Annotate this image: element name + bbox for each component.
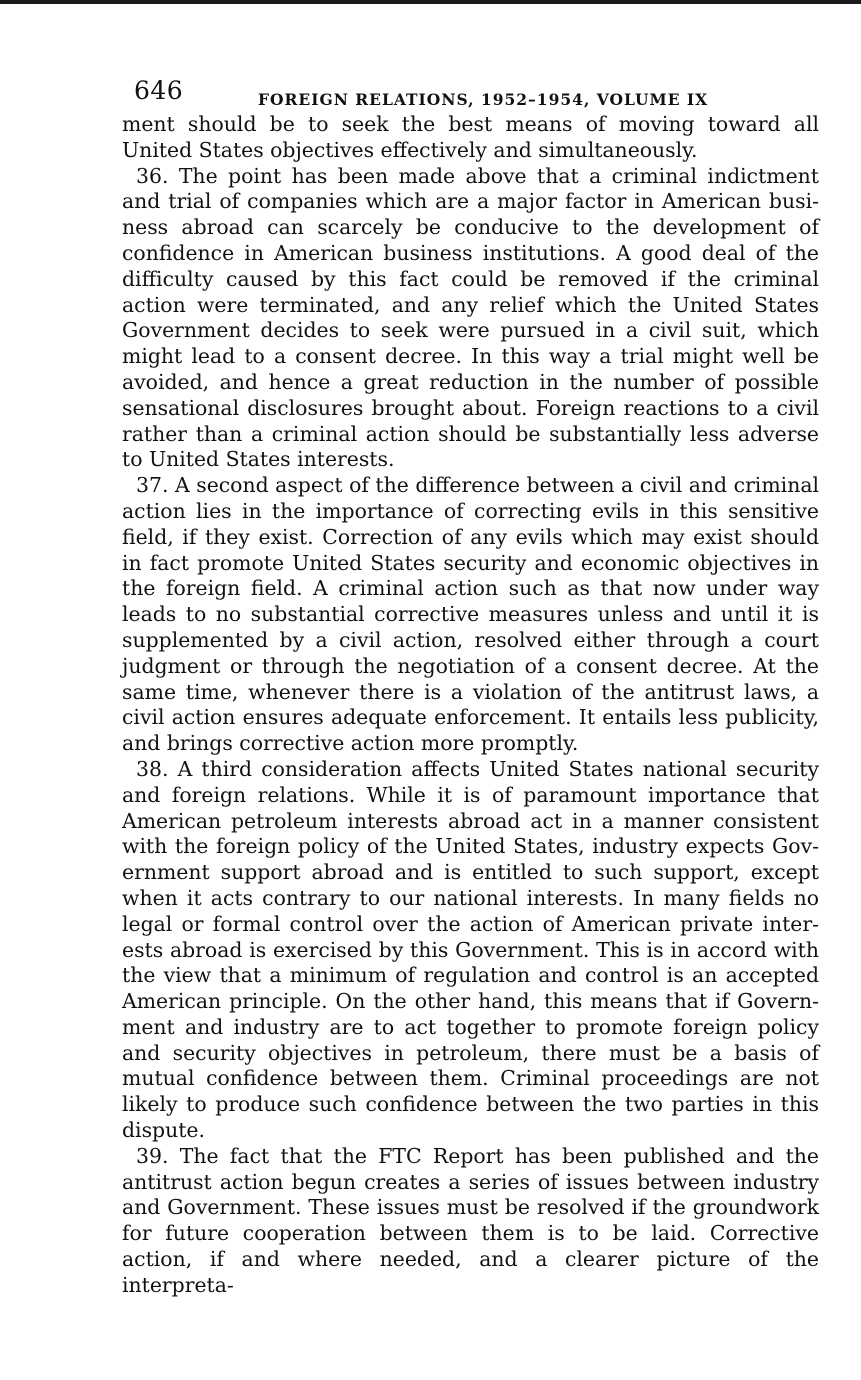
paragraph-36: 36. The point has been made above that a criminal indictment and trial of companies which are a major factor in American business abroad can scarcely be conducive to the development of confidence in American business institutions. A good deal of the difficulty caused by this fact could be removed if the criminal action were terminated, and any relief which the United States Government decides to seek were pursued in a civil suit, which might lead to a consent decree. In this way a trial might well be avoided, and hence a great reduction in the number of possible sensational disclosures brought about. Foreign reactions to a civil rather than a criminal action should be substantially less adverse to United States interests.: [122, 163, 819, 472]
page-number: 646: [134, 76, 184, 105]
top-border-rule: [0, 0, 861, 4]
document-page: [122, 70, 819, 1299]
body-text: [122, 112, 819, 1299]
paragraph-39: 39. The fact that the FTC Report has been published and the antitrust action begun creates a series of issues between industry and Government. These issues must be resolved if the groundwork for future cooperation between them is to be laid. Corrective action, if and where needed, and a clearer picture of the interpreta-: [122, 1143, 819, 1297]
running-title: FOREIGN RELATIONS, 1952–1954, VOLUME IX: [258, 90, 709, 109]
paragraph-37: 37. A second aspect of the difference between a civil and criminal action lies in the importance of correcting evils in this sensitive field, if they exist. Correction of any evils which may exist should in fact promote United States security and economic objectives in the foreign field. A criminal action such as that now under way leads to no substantial corrective measures unless and until it is supplemented by a civil action, resolved either through a court judgment or through the negotiation of a consent decree. At the same time, whenever there is a violation of the antitrust laws, a civil action ensures adequate enforcement. It entails less publicity, and brings corrective action more promptly.: [122, 473, 819, 756]
paragraph-38: 38. A third consideration affects United States national security and foreign relations. While it is of paramount importance that American petroleum interests abroad act in a manner consistent with the foreign policy of the United States, industry expects Government support abroad and is entitled to such support, except when it acts contrary to our national interests. In many fields no legal or formal control over the action of American private interests abroad is exercised by this Government. This is in accord with the view that a minimum of regulation and control is an accepted American principle. On the other hand, this means that if Government and industry are to act together to promote foreign policy and security objectives in petroleum, there must be a basis of mutual confidence between them. Criminal proceedings are not likely to produce such confidence between the two parties in this dispute.: [122, 756, 819, 1143]
paragraph-continuation: ment should be to seek the best means of moving toward all United States objectives effectively and simultaneously.: [122, 112, 819, 162]
running-head: [122, 70, 819, 112]
